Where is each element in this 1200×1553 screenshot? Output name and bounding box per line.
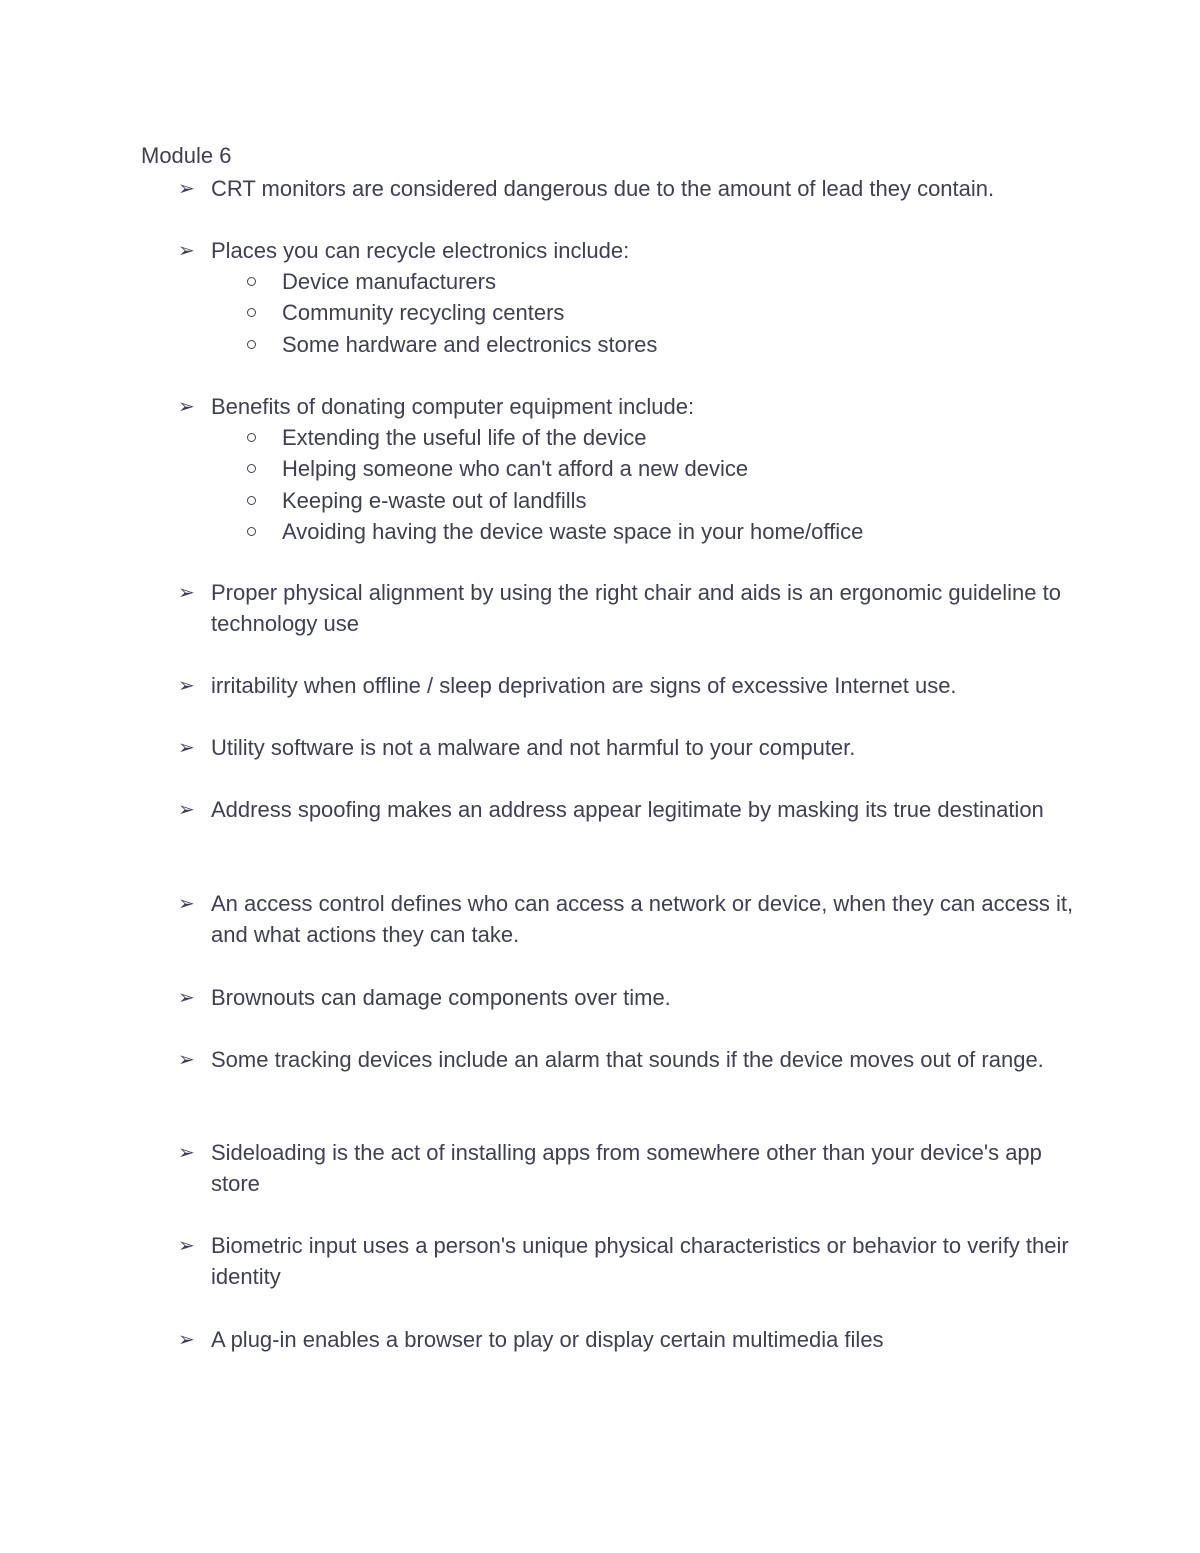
arrow-bullet-icon: ➢ <box>178 891 195 915</box>
bullet-text: irritability when offline / sleep deprivation are signs of excessive Internet use. <box>211 673 957 698</box>
sub-item-text: Helping someone who can't afford a new device <box>282 456 749 482</box>
bullet-text: A plug-in enables a browser to play or display certain multimedia files <box>211 1327 884 1352</box>
sub-item-text: Community recycling centers <box>282 300 565 326</box>
arrow-bullet-icon: ➢ <box>178 1140 195 1164</box>
bullet-item-crt <box>178 173 1078 204</box>
bullet-text: CRT monitors are considered dangerous due to the amount of lead they contain. <box>211 176 995 201</box>
bullet-text: Address spoofing makes an address appear legitimate by masking its true destination <box>211 797 1044 822</box>
bullet-text: Utility software is not a malware and not harmful to your computer. <box>211 735 856 760</box>
arrow-bullet-icon: ➢ <box>178 394 195 418</box>
arrow-bullet-icon: ➢ <box>178 238 195 262</box>
circle-bullet-icon <box>247 308 256 317</box>
bullet-text: Some tracking devices include an alarm that sounds if the device moves out of range. <box>211 1047 1044 1072</box>
bullet-text: Sideloading is the act of installing apps from somewhere other than your device's app store <box>211 1140 1042 1197</box>
bullet-item-biometric <box>178 1230 1078 1292</box>
circle-bullet-icon <box>247 464 256 473</box>
circle-bullet-icon <box>247 527 256 536</box>
arrow-bullet-icon: ➢ <box>178 673 195 697</box>
sub-list-item <box>282 453 1078 484</box>
bullet-text: Benefits of donating computer equipment include: <box>211 394 695 419</box>
sub-item-text: Device manufacturers <box>282 269 496 295</box>
bullet-item-donating <box>178 391 1078 547</box>
arrow-bullet-icon: ➢ <box>178 1327 195 1351</box>
bullet-text: An access control defines who can access a network or device, when they can access it, and what actions they can take. <box>211 891 1074 948</box>
sub-item-text: Keeping e-waste out of landfills <box>282 487 587 513</box>
bullet-text: Biometric input uses a person's unique physical characteristics or behavior to verify their identity <box>211 1233 1069 1290</box>
sub-item-text: Some hardware and electronics stores <box>282 331 658 357</box>
sub-list-item <box>282 266 1078 297</box>
arrow-bullet-icon: ➢ <box>178 176 195 200</box>
sub-list-item <box>282 422 1078 453</box>
sub-item-text: Avoiding having the device waste space in your home/office <box>282 518 864 544</box>
bullet-item-ergonomic <box>178 577 1078 639</box>
arrow-bullet-icon: ➢ <box>178 985 195 1009</box>
circle-bullet-icon <box>247 496 256 505</box>
sub-list-item <box>282 485 1078 516</box>
bullet-item-address-spoofing <box>178 794 1078 825</box>
circle-bullet-icon <box>247 433 256 442</box>
arrow-bullet-icon: ➢ <box>178 1047 195 1071</box>
bullet-item-sideloading <box>178 1137 1078 1199</box>
sub-list <box>178 422 1078 547</box>
arrow-bullet-icon: ➢ <box>178 735 195 759</box>
sub-list-item <box>282 329 1078 360</box>
circle-bullet-icon <box>247 340 256 349</box>
circle-bullet-icon <box>247 277 256 286</box>
arrow-bullet-icon: ➢ <box>178 797 195 821</box>
bullet-text: Brownouts can damage components over time. <box>211 985 671 1010</box>
bullet-item-access-control <box>178 888 1078 950</box>
sub-list <box>178 266 1078 360</box>
bullet-item-brownouts <box>178 982 1078 1013</box>
bullet-item-tracking-devices <box>178 1044 1078 1075</box>
bullet-item-internet-use <box>178 670 1078 701</box>
bullet-item-recycle <box>178 235 1078 360</box>
bullet-item-plug-in <box>178 1324 1078 1355</box>
arrow-bullet-icon: ➢ <box>178 1233 195 1257</box>
sub-list-item <box>282 516 1078 547</box>
module-title: Module 6 <box>141 143 232 168</box>
bullet-text: Proper physical alignment by using the right chair and aids is an ergonomic guideline to technology use <box>211 580 1061 637</box>
bullet-item-utility-software <box>178 732 1078 763</box>
arrow-bullet-icon: ➢ <box>178 580 195 604</box>
bullet-text: Places you can recycle electronics include: <box>211 238 630 263</box>
sub-list-item <box>282 297 1078 328</box>
sub-item-text: Extending the useful life of the device <box>282 425 647 451</box>
